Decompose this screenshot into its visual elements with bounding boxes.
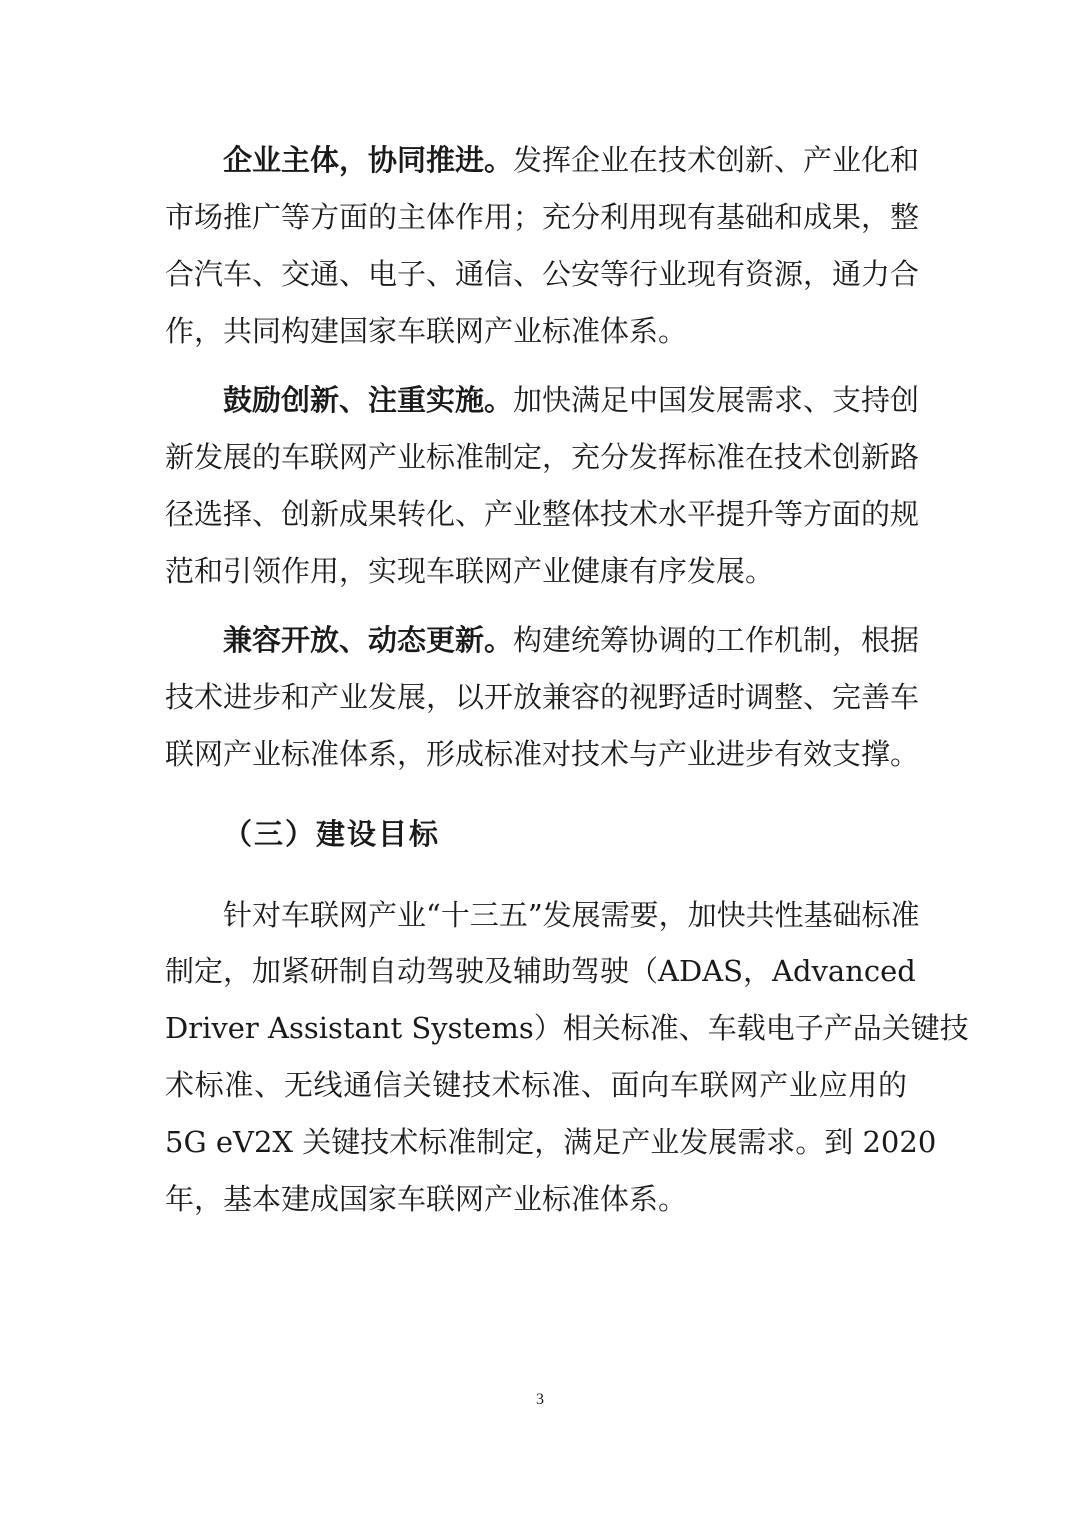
paragraph-1-text: 发挥企业在技术创新、产业化和 (513, 143, 920, 177)
paragraph-3-text: 构建统筹协调的工作机制，根据 (513, 623, 920, 657)
paragraph-3-lead: 兼容开放、动态更新。 (223, 623, 514, 657)
paragraph-1-line-3: 合汽车、交通、电子、通信、公安等行业现有资源，通力合 (165, 257, 920, 291)
goal-line-3: Driver Assistant Systems）相关标准、车载电子产品关键技 (165, 1011, 969, 1045)
paragraph-3-line-1 (223, 620, 920, 660)
section-heading: （三）建设目标 (223, 817, 441, 851)
paragraph-3-line-3: 联网产业标准体系，形成标准对技术与产业进步有效支撑。 (165, 737, 920, 771)
paragraph-2-line-4: 范和引领作用，实现车联网产业健康有序发展。 (165, 554, 775, 588)
paragraph-2-line-1 (223, 380, 920, 420)
goal-line-2: 制定，加紧研制自动驾驶及辅助驾驶（ADAS，Advanced (165, 954, 916, 988)
goal-line-1: 针对车联网产业“十三五”发展需要，加快共性基础标准 (223, 898, 920, 932)
paragraph-1-line-4: 作，共同构建国家车联网产业标准体系。 (165, 314, 688, 348)
paragraph-1-line-1 (223, 140, 920, 180)
paragraph-2-line-3: 径选择、创新成果转化、产业整体技术水平提升等方面的规 (165, 497, 920, 531)
paragraph-2-lead: 鼓励创新、注重实施。 (223, 383, 514, 417)
paragraph-2-line-2: 新发展的车联网产业标准制定，充分发挥标准在技术创新路 (165, 440, 920, 474)
goal-line-5: 5G eV2X 关键技术标准制定，满足产业发展需求。到 2020 (165, 1125, 937, 1159)
paragraph-1-line-2: 市场推广等方面的主体作用；充分利用现有基础和成果，整 (165, 200, 920, 234)
paragraph-3-line-2: 技术进步和产业发展，以开放兼容的视野适时调整、完善车 (165, 680, 920, 714)
goal-line-4: 术标准、无线通信关键技术标准、面向车联网产业应用的 (165, 1068, 907, 1102)
goal-line-6: 年，基本建成国家车联网产业标准体系。 (165, 1182, 688, 1216)
page-number: 3 (536, 1391, 544, 1408)
paragraph-2-text: 加快满足中国发展需求、支持创 (513, 383, 920, 417)
paragraph-1-lead: 企业主体，协同推进。 (223, 143, 514, 177)
